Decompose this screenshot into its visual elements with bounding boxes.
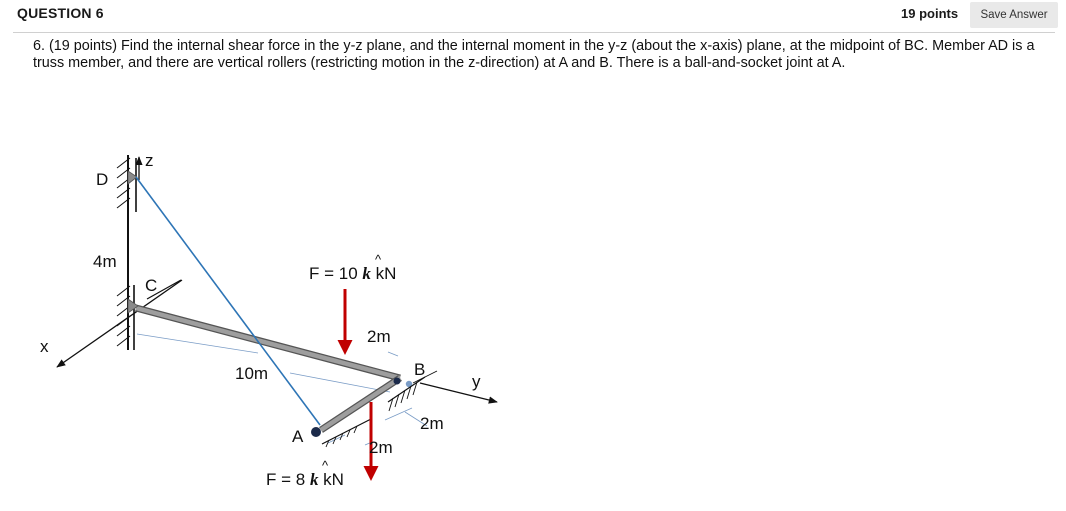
wall-support	[117, 155, 136, 350]
unit-vector-k-hat: k	[362, 264, 371, 283]
x-axis-label: x	[40, 337, 49, 356]
points-label: 19 points	[901, 6, 959, 21]
point-D-label: D	[96, 170, 109, 189]
save-answer-button[interactable]: Save Answer	[970, 2, 1058, 28]
unit-vector-k-hat: k	[309, 470, 319, 489]
z-axis-label: z	[145, 151, 154, 170]
question-prompt: 6. (19 points) Find the internal shear force in the y-z plane, and the internal moment in the y-z (about the x-axis) plane, at the midpoint of BC. Member AD is a truss member, and there are vertical rollers (restricting motion in the z-direction) at A and B. There is a ball-and-socket joint at A.	[33, 38, 1035, 71]
dim-load-to-B-label: 2m	[367, 327, 391, 346]
point-C-label: C	[145, 276, 158, 295]
truss-member-AD	[136, 177, 320, 425]
force-8kN-label: F = 8 k kN	[266, 470, 344, 489]
point-A-label: A	[292, 427, 304, 446]
x-axis-arrow	[57, 280, 182, 367]
force-10kN-label: F = 10 k kN	[309, 264, 397, 283]
k-hat-caret-2: ^	[322, 458, 329, 473]
dim-load2-to-A-label: 2m	[369, 438, 393, 457]
point-B-label: B	[414, 360, 426, 379]
dim-CB-label: 10m	[235, 364, 269, 383]
y-axis-label: y	[472, 372, 481, 391]
dim-B-to-load2-label: 2m	[420, 414, 444, 433]
k-hat-caret-1: ^	[375, 252, 382, 267]
dim-DC-label: 4m	[93, 252, 117, 271]
question-title: QUESTION 6	[17, 5, 104, 21]
y-axis-arrow	[420, 383, 497, 402]
roller-support-A	[311, 419, 371, 447]
